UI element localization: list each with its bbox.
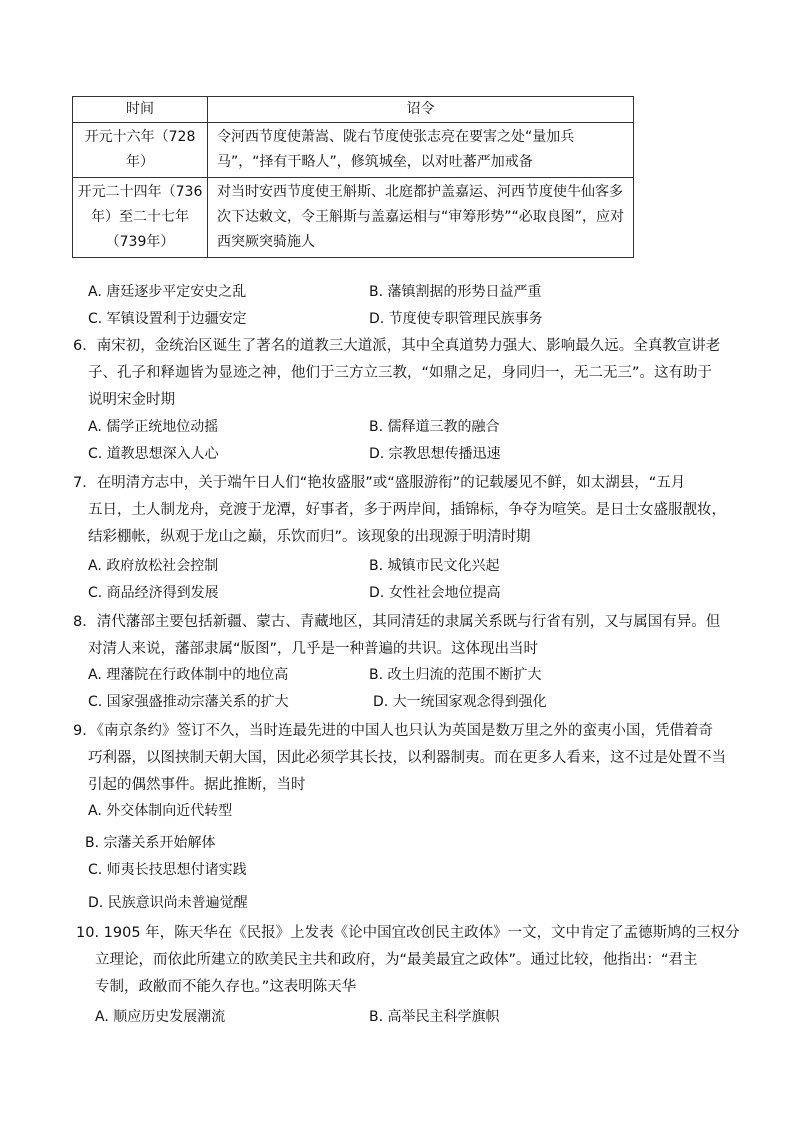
- q7-stem-line: 7．在明清方志中，关于端午日人们“艳妆盛服”或“盛服游衔”的记载屡见不鲜，如太湖县，“五月: [73, 475, 686, 491]
- q6-option-a[interactable]: A. 儒学正统地位动摇: [88, 419, 219, 435]
- header-edict: 诏令: [208, 97, 634, 123]
- q7-option-b[interactable]: B. 城镇市民文化兴起: [369, 558, 500, 574]
- table-row: [73, 123, 634, 178]
- header-time: 时间: [73, 97, 208, 123]
- table-row: [73, 178, 634, 258]
- q6-option-b[interactable]: B. 儒释道三教的融合: [369, 419, 500, 435]
- table-header-row: [73, 97, 634, 123]
- q6-option-c[interactable]: C. 道教思想深入人心: [88, 446, 219, 462]
- q7-option-a[interactable]: A. 政府放松社会控制: [88, 558, 219, 574]
- q8-option-d[interactable]: D. 大一统国家观念得到强化: [373, 694, 547, 710]
- q7-stem-line: 五日，土人制龙舟，竞渡于龙潭，好事者，多于两岸间，插锦标，争夺为喧笑。是日士女盛服靓妆，: [88, 502, 726, 518]
- q7-stem-line: 结彩棚帐，纵观于龙山之巅，乐饮而归”。该现象的出现源于明清时期: [88, 529, 531, 545]
- q8-option-a[interactable]: A. 理藩院在行政体制中的地位高: [88, 667, 289, 683]
- q9-stem-line: 9．《南京条约》签订不久，当时连最先进的中国人也只认为英国是数万里之外的蛮夷小国，凭借着奇: [73, 723, 713, 739]
- q5-option-c[interactable]: C. 军镇设置利于边疆安定: [88, 311, 247, 327]
- q9-option-a[interactable]: A. 外交体制向近代转型: [88, 803, 233, 819]
- q6-stem-line: 子、孔子和释迦皆为显迹之神，他们于三方立三教，“如鼎之足，身同归一，无二无三”。这有助于: [88, 365, 713, 381]
- q9-stem-line: 巧利器，以图挟制天朝大国，因此必须学其长技，以利器制夷。而在更多人看来，这不过是处置不当: [88, 750, 726, 766]
- q6-option-d[interactable]: D. 宗教思想传播迅速: [369, 446, 501, 462]
- q10-stem-line: 10. 1905 年，陈天华在《民报》上发表《论中国宜改创民主政体》一文，文中肯定了孟德斯鸠的三权分: [76, 925, 740, 941]
- q6-stem-line: 说明宋金时期: [88, 392, 175, 408]
- q8-stem-line: 8．清代藩部主要包括新疆、蒙古、青藏地区，其同清廷的隶属关系既与行省有别，又与属国有异。但: [73, 614, 721, 630]
- q5-option-a[interactable]: A. 唐廷逐步平定安史之乱: [88, 284, 247, 300]
- row-time: 开元二十四年（736年）至二十七年（739年）: [73, 178, 208, 258]
- edict-table: [72, 96, 634, 258]
- q8-option-b[interactable]: B. 改土归流的范围不断扩大: [369, 667, 542, 683]
- q10-stem-line: 专制，政敝而不能久存也。”这表明陈天华: [95, 979, 357, 995]
- q10-stem-line: 立理论，而依此所建立的欧美民主共和政府，为“最美最宜之政体”。通过比较，他指出：“君主: [95, 952, 698, 968]
- q9-option-c[interactable]: C. 师夷长技思想付诸实践: [88, 862, 247, 878]
- q7-option-d[interactable]: D. 女性社会地位提高: [369, 585, 501, 601]
- q9-option-d[interactable]: D. 民族意识尚未普遍觉醒: [88, 895, 248, 911]
- q10-option-b[interactable]: B. 高举民主科学旗帜: [369, 1009, 500, 1025]
- q6-stem-line: 6．南宋初，金统治区诞生了著名的道教三大道派，其中全真道势力强大、影响最久远。全真教宣讲老: [73, 338, 721, 354]
- q5-option-d[interactable]: D. 节度使专职管理民族事务: [369, 311, 543, 327]
- q9-stem-line: 引起的偶然事件。据此推断，当时: [88, 777, 306, 793]
- q8-option-c[interactable]: C. 国家强盛推动宗藩关系的扩大: [88, 694, 289, 710]
- q9-option-b[interactable]: B. 宗藩关系开始解体: [85, 835, 216, 851]
- q10-option-a[interactable]: A. 顺应历史发展潮流: [95, 1009, 226, 1025]
- row-edict: 对当时安西节度使王斛斯、北庭都护盖嘉运、河西节度使牛仙客多次下达敕文，令王斛斯与盖嘉运相与“审筹形势”“必取良图”，应对西突厥突骑施人: [208, 178, 634, 258]
- q8-stem-line: 对清人来说，藩部隶属“版图”，几乎是一种普遍的共识。这体现出当时: [88, 641, 539, 657]
- row-time: 开元十六年（728年）: [73, 123, 208, 178]
- q7-option-c[interactable]: C. 商品经济得到发展: [88, 585, 219, 601]
- q5-option-b[interactable]: B. 藩镇割据的形势日益严重: [369, 284, 542, 300]
- row-edict: 令河西节度使萧嵩、陇右节度使张志亮在要害之处“量加兵马”，“择有干略人”，修筑城垒，以对吐蕃严加戒备: [208, 123, 634, 178]
